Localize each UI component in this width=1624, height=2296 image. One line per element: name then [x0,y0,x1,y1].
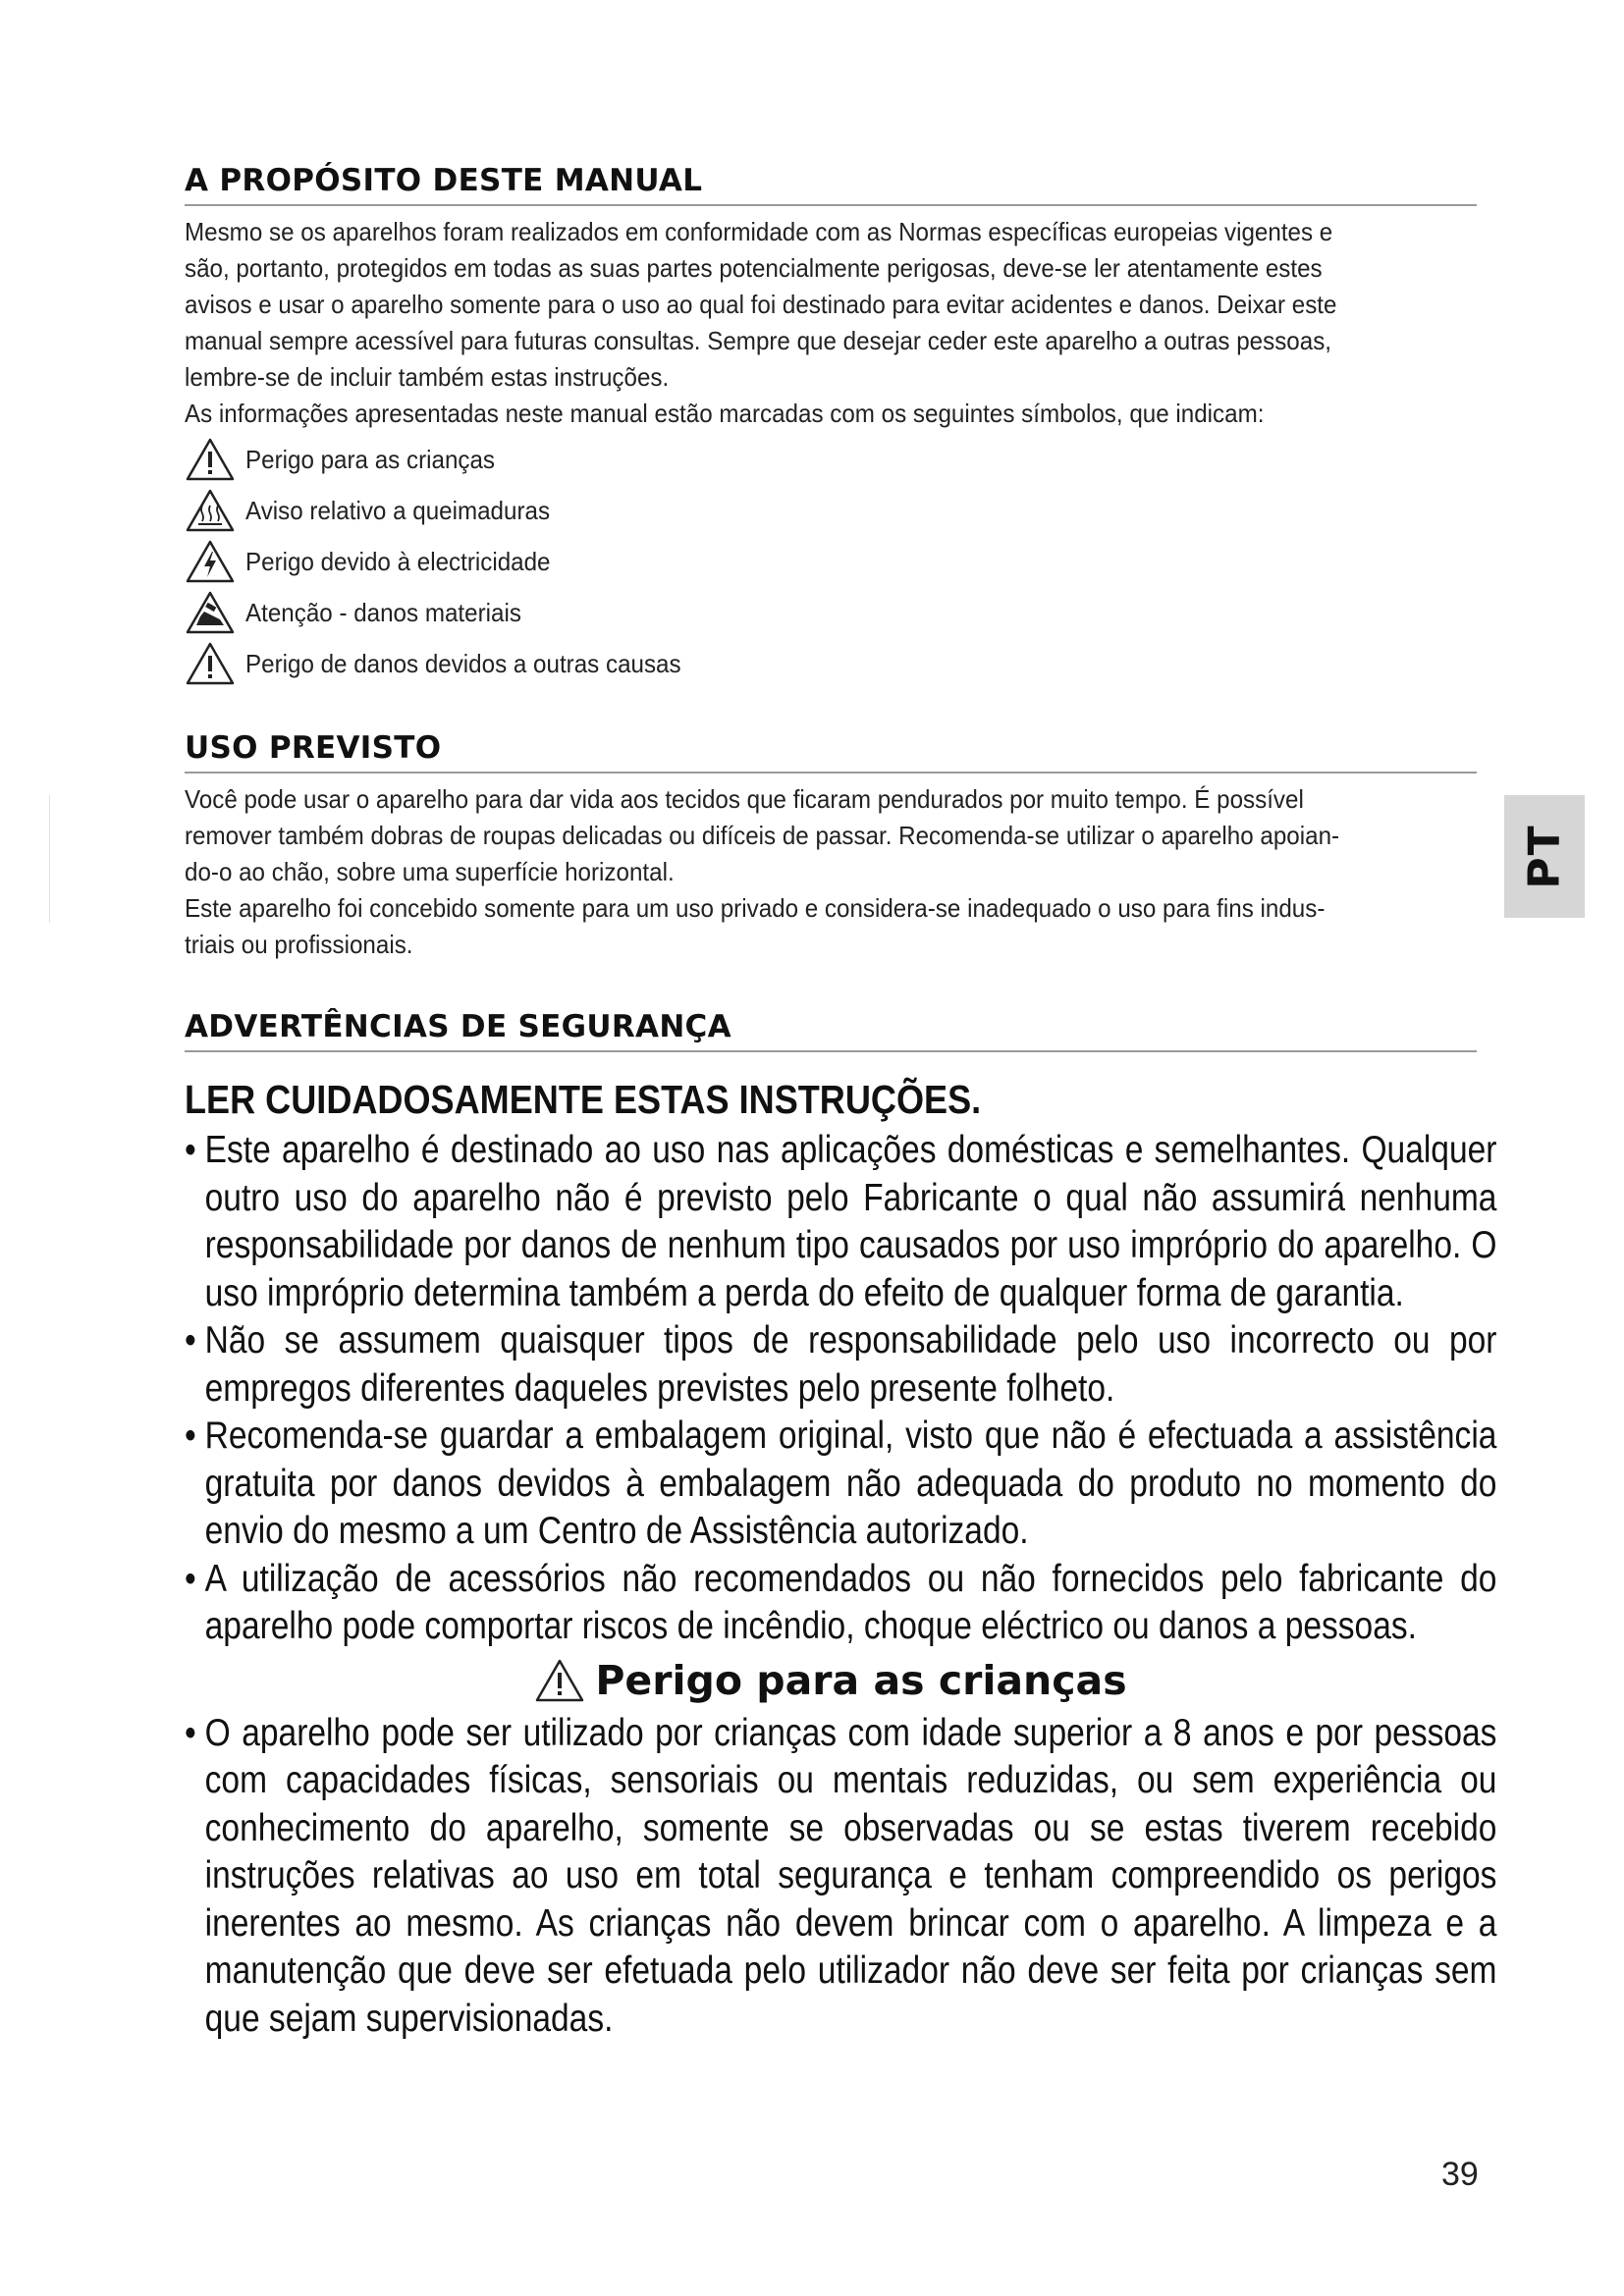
symbol-label: Perigo de danos devidos a outras causas [245,648,681,678]
text-line: remover também dobras de roupas delicadas ou difíceis de passar. Recomenda-se utilizar o aparelho apoian- [185,821,1340,850]
symbol-item-electric [185,536,1477,587]
section-title-safety: ADVERTÊNCIAS DE SEGURANÇA [185,1007,1477,1052]
symbol-item-burn [185,485,1477,536]
children-danger-heading [185,1651,1477,1710]
section-title-about: A PROPÓSITO DESTE MANUAL [185,161,1477,206]
symbol-label: Aviso relativo a queimaduras [245,495,551,525]
symbol-item-other [185,638,1477,689]
safety-bullet: • Este aparelho é destinado ao uso nas aplicações domésticas e semelhantes. Qualquer outro uso do aparelho não é previsto pelo Fabricante o qual não assumirá nenhuma responsabilidade por danos de nenhum tipo causados por uso impróprio do aparelho. O uso impróprio determina também a perda do efeito de qualquer forma de garantia. [185,1127,1496,1317]
warning-exclamation-icon [534,1658,585,1703]
symbol-label: Atenção - danos materiais [245,597,521,627]
material-damage-icon [185,590,236,635]
text-line: triais ou profissionais. [185,930,413,959]
section-intended-use [185,728,1477,963]
safety-bullet: • Não se assumem quaisquer tipos de responsabilidade pelo uso incorrecto ou por empregos diferentes daqueles previstes pelo presente folheto. [185,1317,1496,1413]
section-title-intended-use: USO PREVISTO [185,728,1477,774]
electric-warning-icon [185,539,236,584]
about-paragraph [185,214,1477,432]
warning-exclamation-icon [185,641,236,686]
symbol-item-children [185,434,1477,485]
language-tab-label: PT [1519,824,1570,889]
symbols-intro: As informações apresentadas neste manual estão marcadas com os seguintes símbolos, que indicam: [185,399,1265,428]
symbol-label: Perigo devido à electricidade [245,546,551,576]
text-line: Este aparelho foi concebido somente para um uso privado e considera-se inadequado o uso para fins indus- [185,893,1326,923]
children-heading-text: Perigo para as crianças [595,1656,1127,1704]
safety-bullet: • Recomenda-se guardar a embalagem original, visto que não é efectuada a assistência gratuita por danos devidos à embalagem não adequada do produto no momento do envio do mesmo a um Centro de Assistência autorizado. [185,1413,1496,1556]
symbol-label: Perigo para as crianças [245,444,496,474]
language-tab [1504,795,1585,918]
symbols-list [185,434,1477,689]
safety-bullet: • A utilização de acessórios não recomendados ou não fornecidos pelo fabricante do aparelho pode comportar riscos de incêndio, choque eléctrico ou danos a pessoas. [185,1556,1496,1651]
symbol-item-material [185,587,1477,638]
intended-use-paragraph [185,781,1477,963]
margin-rule [49,795,50,923]
children-bullets [185,1710,1497,2044]
page-number: 39 [1441,2156,1479,2193]
text-line: avisos e usar o aparelho somente para o uso ao qual foi destinado para evitar acidentes e danos. Deixar este [185,290,1337,319]
section-safety [185,1007,1497,2043]
warning-exclamation-icon [185,437,236,482]
text-line: são, portanto, protegidos em todas as suas partes potencialmente perigosas, deve-se ler atentamente estes [185,253,1323,283]
text-line: Você pode usar o aparelho para dar vida aos tecidos que ficaram pendurados por muito tempo. É possível [185,784,1304,814]
safety-bullets [185,1127,1497,1651]
text-line: do-o ao chão, sobre uma superfície horizontal. [185,857,675,886]
text-line: lembre-se de incluir também estas instruções. [185,362,670,392]
children-bullet: • O aparelho pode ser utilizado por crianças com idade superior a 8 anos e por pessoas com capacidades físicas, sensoriais ou mentais reduzidas, ou sem experiência ou conhecimento do aparelho, somente se observadas ou se estas tiverem recebido instruções relativas ao uso em total segurança e tenham compreendido os perigos inerentes ao mesmo. As crianças não devem brincar com o aparelho. A limpeza e a manutenção que deve ser efetuada pelo utilizador não deve ser feita por crianças sem que sejam supervisionadas. [185,1710,1496,2044]
text-line: manual sempre acessível para futuras consultas. Sempre que desejar ceder este aparelho a outras pessoas, [185,326,1332,355]
section-about-manual [185,161,1477,689]
burn-warning-icon [185,488,236,533]
text-line: Mesmo se os aparelhos foram realizados em conformidade com as Normas específicas europeias vigentes e [185,217,1333,246]
read-instructions-heading: LER CUIDADOSAMENTE ESTAS INSTRUÇÕES. [185,1077,982,1122]
